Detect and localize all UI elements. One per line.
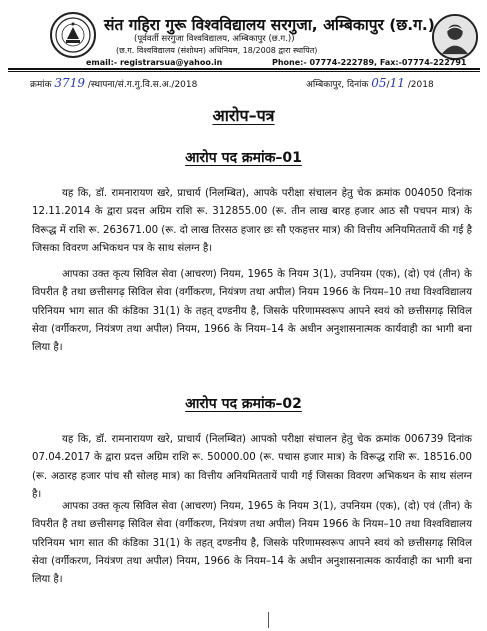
- scan-mark: [268, 612, 269, 628]
- charge-1-rules-text: आपका उक्त कृत्य सिविल सेवा (आचरण) नियम, 1965 के नियम 3(1), उपनियम (एक), (दो) एवं (तीन) के विपरीत है तथा छत्तीसगढ़ सिविल सेवा (वर्गीकरण, नियंत्रण तथा अपील) नियम 1966 के नियम–10 तथा विश्वविद्यालय परिनियम भाग सात की कंडिका 31(1) के तहत् दण्डनीय है, जिसके परिणामस्वरूप आपने स्वयं को छत्तीसगढ़ सिविल सेवा (वर्गीकरण, नियंत्रण तथा अपील) नियम, 1966 के नियम–14 के अधीन अनुशासनात्मक कार्यवाही का भागी बना लिया है।: [32, 269, 472, 354]
- charge-2-rules-text: आपका उक्त कृत्य सिविल सेवा (आचरण) नियम, 1965 के नियम 3(1), उपनियम (एक), (दो) एवं (तीन) के विपरीत है तथा छत्तीसगढ़ सिविल सेवा (वर्गीकरण, नियंत्रण तथा अपील) नियम 1966 के नियम–10 तथा विश्वविद्यालय परिनियम भाग सात की कंडिका 31(1) के तहत् दण्डनीय है, जिसके परिणामस्वरूप आपने स्वयं को छत्तीसगढ़ सिविल सेवा (वर्गीकरण, नियंत्रण तथा अपील) नियम, 1966 के नियम–14 के अधीन अनुशासनात्मक कार्यवाही का भागी बना लिया है।: [32, 501, 472, 586]
- date-day-handwritten: 05: [371, 76, 387, 90]
- charge-1-rules: [32, 266, 472, 357]
- reference-number-suffix: /स्थापना/सं.ग.गु.वि.स.अ./2018: [87, 80, 198, 90]
- reference-number-label: क्रमांक: [30, 80, 52, 90]
- date-label: अम्बिकापुर, दिनांक: [306, 80, 369, 90]
- charge-2-statement-text: यह कि, डॉ. रामनारायण खरे, प्राचार्य (निलम्बित) आपको परीक्षा संचालन हेतु चेक क्रमांक 006739 दिनांक 07.04.2017 के द्वारा प्रदत्त अग्रिम राशि रू. 50000.00 (रू. पचास हजार मात्र) के विरूद्ध राशि रू. 18516.00 (रू. अठारह हजार पांच सौ सोलह मात्र) का वित्तीय अनियमिततायें पायी गई जिसका विवरण अभिकथन के साथ संलग्न है।: [32, 434, 472, 500]
- university-name: संत गहिरा गुरू विश्वविद्यालय सरगुजा, अम्बिकापुर (छ.ग.): [104, 16, 435, 34]
- date-year: /2018: [407, 80, 434, 90]
- reference-date: अम्बिकापुर, दिनांक 05/11 /2018: [306, 76, 434, 90]
- founder-portrait-icon: [432, 14, 478, 60]
- establishment-act-line: (छ.ग. विश्वविद्यालय (संशोधन) अधिनियम, 18/2008 द्वारा स्थापित): [116, 46, 318, 55]
- reference-number: [30, 76, 197, 90]
- email-line: email:- registrarsua@yahoo.in: [86, 58, 223, 67]
- charge-1-statement: [32, 185, 472, 258]
- charge-1-statement-text: यह कि, डॉ. रामनारायण खरे, प्राचार्य (निलम्बित), आपके परीक्षा संचालन हेतु चेक क्रमांक 004050 दिनांक 12.11.2014 के द्वारा प्रदत्त अग्रिम राशि रू. 312855.00 (रू. तीन लाख बारह हजार आठ सौ पचपन मात्र) के विरूद्ध में राशि रू. 263671.00 (रू. दो लाख तिरसठ हजार छः सौ एकहत्तर मात्र) की वित्तीय अनियमिततायें की गई है जिसका विवरण अभिकथन पत्र के साथ संलग्न है।: [32, 188, 472, 254]
- reference-number-handwritten: 3719: [54, 76, 85, 90]
- charge-1-heading: आरोप पद क्रमांक–01: [185, 150, 302, 166]
- charge-2-statement: [32, 431, 472, 504]
- date-month-handwritten: 11: [389, 76, 405, 90]
- document-title: आरोप–पत्र: [212, 106, 275, 125]
- charge-2-rules: [32, 498, 472, 589]
- former-name-line: (पूर्ववर्ती सरगुजा विश्वविद्यालय, अम्बिकापुर (छ.ग.)): [134, 34, 295, 44]
- phone-fax-line: Phone:- 07774-222789, Fax:-07774-222791: [272, 58, 467, 67]
- letterhead-divider: [8, 68, 480, 70]
- university-seal-icon: [50, 12, 96, 58]
- letterhead-divider-thin: [8, 71, 480, 72]
- charge-2-heading: आरोप पद क्रमांक–02: [185, 396, 302, 412]
